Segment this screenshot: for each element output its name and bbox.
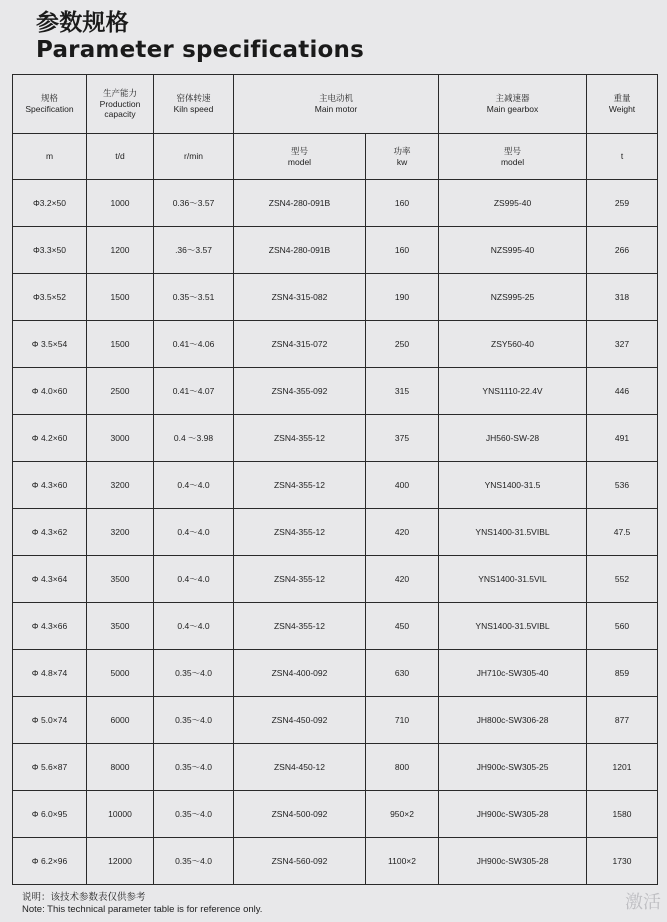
cell-speed: 0.4～4.0 [154,556,234,603]
table-row [13,227,658,274]
cell-weight: 446 [587,368,658,415]
cell-gearbox: NZS995-25 [439,274,587,321]
cell-speed: 0.41～4.06 [154,321,234,368]
subheader-row [13,134,658,180]
cell-speed: 0.4～4.0 [154,603,234,650]
cell-gearbox: ZSY560-40 [439,321,587,368]
cell-capacity: 12000 [87,838,154,885]
cell-motor-model: ZSN4-280-091B [234,180,366,227]
cell-weight: 327 [587,321,658,368]
cell-spec: Φ 5.6×87 [13,744,87,791]
cell-capacity: 1500 [87,321,154,368]
header-capacity: 生产能力 Production capacity [87,75,154,134]
cell-capacity: 1200 [87,227,154,274]
cell-gearbox: JH710c-SW305-40 [439,650,587,697]
cell-weight: 536 [587,462,658,509]
cell-capacity: 2500 [87,368,154,415]
header-speed: 窑体转速 Kiln speed [154,75,234,134]
cell-motor-model: ZSN4-355-12 [234,556,366,603]
header-main-motor: 主电动机 Main motor [234,75,439,134]
cell-gearbox: JH900c-SW305-25 [439,744,587,791]
cell-weight: 1201 [587,744,658,791]
cell-weight: 1730 [587,838,658,885]
cell-capacity: 3500 [87,556,154,603]
cell-power: 160 [366,180,439,227]
table-row [13,274,658,321]
parameter-table [12,74,658,885]
cell-weight: 877 [587,697,658,744]
cell-power: 950×2 [366,791,439,838]
unit-capacity: t/d [87,134,154,180]
cell-gearbox: JH560-SW-28 [439,415,587,462]
subheader-motor-model: 型号 model [234,134,366,180]
cell-weight: 560 [587,603,658,650]
cell-power: 190 [366,274,439,321]
cell-gearbox: YNS1400-31.5VIBL [439,509,587,556]
cell-gearbox: YNS1400-31.5 [439,462,587,509]
cell-capacity: 1000 [87,180,154,227]
cell-speed: 0.36～3.57 [154,180,234,227]
cell-spec: Φ3.3×50 [13,227,87,274]
cell-speed: 0.41～4.07 [154,368,234,415]
cell-speed: 0.35～3.51 [154,274,234,321]
cell-weight: 318 [587,274,658,321]
cell-motor-model: ZSN4-450-12 [234,744,366,791]
cell-spec: Φ 4.3×66 [13,603,87,650]
cell-motor-model: ZSN4-355-092 [234,368,366,415]
cell-weight: 552 [587,556,658,603]
cell-motor-model: ZSN4-355-12 [234,509,366,556]
cell-power: 450 [366,603,439,650]
table-row [13,415,658,462]
cell-speed: 0.4～4.0 [154,462,234,509]
cell-speed: 0.35～4.0 [154,697,234,744]
cell-spec: Φ 4.3×64 [13,556,87,603]
cell-spec: Φ 4.2×60 [13,415,87,462]
cell-capacity: 3200 [87,509,154,556]
table-row [13,462,658,509]
footnote [22,892,262,916]
cell-motor-model: ZSN4-560-092 [234,838,366,885]
cell-power: 400 [366,462,439,509]
cell-gearbox: JH900c-SW305-28 [439,838,587,885]
cell-gearbox: JH900c-SW305-28 [439,791,587,838]
cell-speed: 0.35～4.0 [154,744,234,791]
table-row [13,838,658,885]
cell-spec: Φ 3.5×54 [13,321,87,368]
cell-weight: 47.5 [587,509,658,556]
cell-gearbox: JH800c-SW306-28 [439,697,587,744]
cell-speed: 0.35～4.0 [154,650,234,697]
cell-power: 160 [366,227,439,274]
subheader-gearbox-model: 型号 model [439,134,587,180]
cell-motor-model: ZSN4-315-082 [234,274,366,321]
watermark-text: 激活 [625,892,661,913]
cell-capacity: 5000 [87,650,154,697]
cell-spec: Φ3.5×52 [13,274,87,321]
header-spec: 规格 Specification [13,75,87,134]
cell-motor-model: ZSN4-355-12 [234,462,366,509]
cell-gearbox: YNS1110-22.4V [439,368,587,415]
cell-power: 250 [366,321,439,368]
page-title-zh: 参数规格 [36,10,129,36]
cell-power: 800 [366,744,439,791]
table-row [13,791,658,838]
cell-motor-model: ZSN4-400-092 [234,650,366,697]
cell-motor-model: ZSN4-500-092 [234,791,366,838]
cell-spec: Φ 6.2×96 [13,838,87,885]
cell-weight: 259 [587,180,658,227]
cell-gearbox: NZS995-40 [439,227,587,274]
table-row [13,180,658,227]
cell-power: 420 [366,509,439,556]
cell-spec: Φ3.2×50 [13,180,87,227]
cell-spec: Φ 5.0×74 [13,697,87,744]
table-row [13,697,658,744]
cell-gearbox: ZS995-40 [439,180,587,227]
header-main-gearbox: 主减速器 Main gearbox [439,75,587,134]
cell-motor-model: ZSN4-280-091B [234,227,366,274]
cell-power: 420 [366,556,439,603]
cell-power: 315 [366,368,439,415]
cell-speed: 0.4～4.0 [154,509,234,556]
header-weight: 重量 Weight [587,75,658,134]
table-row [13,556,658,603]
cell-spec: Φ 4.3×60 [13,462,87,509]
table-row [13,744,658,791]
table-row [13,368,658,415]
page-title [36,4,364,63]
cell-power: 1100×2 [366,838,439,885]
cell-spec: Φ 4.3×62 [13,509,87,556]
cell-motor-model: ZSN4-450-092 [234,697,366,744]
table-row [13,603,658,650]
cell-power: 630 [366,650,439,697]
cell-weight: 491 [587,415,658,462]
cell-capacity: 3500 [87,603,154,650]
header-row [13,75,658,134]
cell-capacity: 3200 [87,462,154,509]
cell-spec: Φ 6.0×95 [13,791,87,838]
unit-spec: m [13,134,87,180]
unit-weight: t [587,134,658,180]
subheader-motor-power: 功率 kw [366,134,439,180]
footnote-en: Note: This technical parameter table is for reference only. [22,904,263,915]
cell-motor-model: ZSN4-315-072 [234,321,366,368]
cell-weight: 859 [587,650,658,697]
cell-capacity: 10000 [87,791,154,838]
cell-motor-model: ZSN4-355-12 [234,415,366,462]
cell-capacity: 6000 [87,697,154,744]
cell-capacity: 3000 [87,415,154,462]
cell-power: 710 [366,697,439,744]
table-row [13,321,658,368]
unit-speed: r/min [154,134,234,180]
table-body [13,180,658,885]
cell-motor-model: ZSN4-355-12 [234,603,366,650]
cell-speed: 0.35～4.0 [154,838,234,885]
cell-speed: 0.4 ～3.98 [154,415,234,462]
cell-weight: 1580 [587,791,658,838]
cell-capacity: 1500 [87,274,154,321]
cell-gearbox: YNS1400-31.5VIL [439,556,587,603]
cell-spec: Φ 4.0×60 [13,368,87,415]
cell-gearbox: YNS1400-31.5VIBL [439,603,587,650]
cell-power: 375 [366,415,439,462]
cell-speed: .36～3.57 [154,227,234,274]
cell-speed: 0.35～4.0 [154,791,234,838]
table-row [13,509,658,556]
table-row [13,650,658,697]
page-title-en: Parameter specifications [36,37,364,63]
footnote-zh: 说明：该技术参数表仅供参考 [22,892,146,903]
cell-capacity: 8000 [87,744,154,791]
cell-spec: Φ 4.8×74 [13,650,87,697]
cell-weight: 266 [587,227,658,274]
